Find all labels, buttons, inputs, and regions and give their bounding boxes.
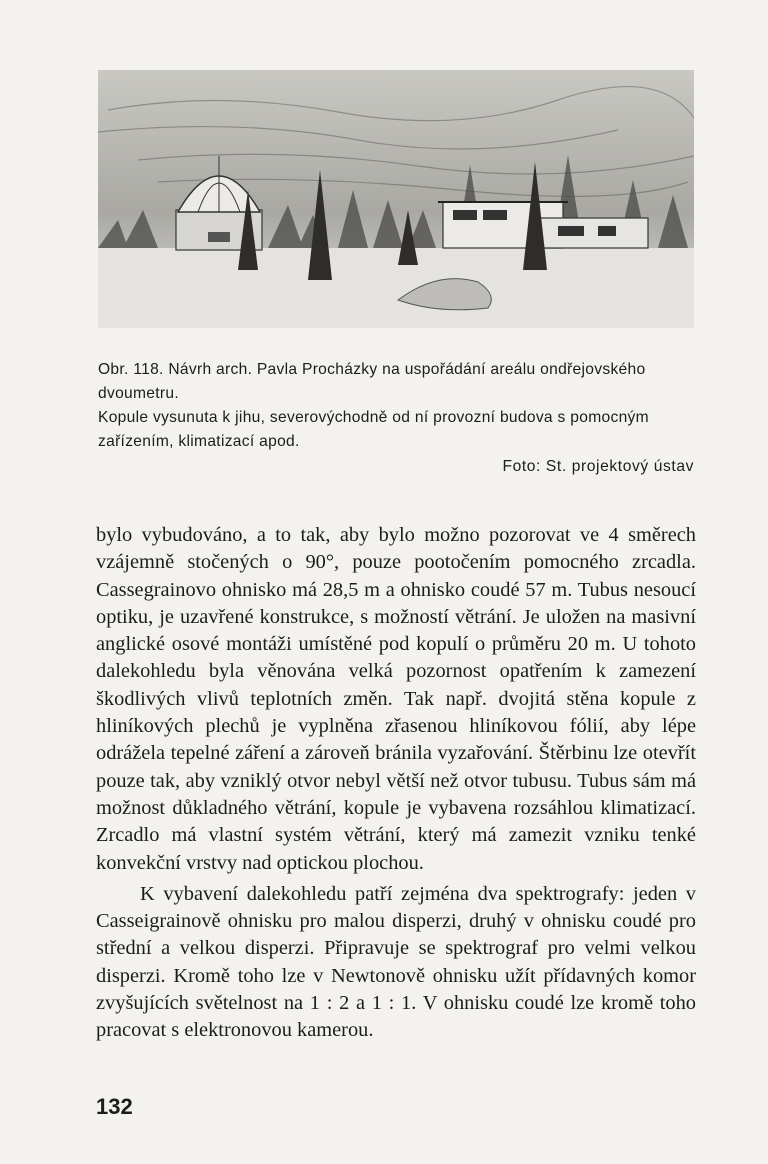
figure-caption [98,358,694,479]
observatory-sketch-icon [98,70,694,328]
caption-description: Kopule vysunuta k jihu, severovýchodně od ní provozní budova s pomocným zařízením, klimatizací apod. [98,409,649,450]
photo-credit: Foto: St. projektový ústav [502,458,694,475]
main-text [96,522,696,1045]
page-number: 132 [96,1094,133,1119]
observatory-illustration [98,70,694,328]
paragraph: K vybavení dalekohledu patří zejména dva spektrografy: jeden v Casseigrainově ohnisku pro malou disperzi, druhý v ohnisku coudé pro střední a velkou disperzi. Připravuje se spektrograf pro velmi velkou disperzi. Kromě toho lze v Newtonově ohnisku užít přídavných komor zvyšujících světelnost na 1 : 2 a 1 : 1. V ohnisku coudé lze kromě toho pracovat s elektronovou kamerou. [96,882,696,1042]
caption-title: Obr. 118. Návrh arch. Pavla Procházky na uspořádání areálu ondřejovského dvoumetru. [98,361,646,402]
paragraph: bylo vybudováno, a to tak, aby bylo možno pozorovat ve 4 směrech vzájemně stočených o 90°, pouze pootočením pomocného zrcadla. Cassegrainovo ohnisko má 28,5 m a ohnisko coudé 57 m. Tubus nesoucí optiku, je uzavřené konstrukce, s možností větrání. Je uložen na masivní anglické osové montáži umístěné pod kopulí o průměru 20 m. U tohoto dalekohledu byla věnována velká pozornost opatřením k zamezení škodlivých vlivů teplotních změn. Tak např. dvojitá stěna kopule z hliníkových plechů je vyplněna zřasenou hliníkovou fólií, aby lépe odrážela tepelné záření a zároveň bránila vyzařování. Štěrbinu lze otevřít pouze tak, aby vzniklý otvor nebyl větší než otvor tubusu. Tubus sám má možnost důkladného větrání, kopule je vybavena rozsáhlou klimatizací. Zrcadlo má vlastní systém větrání, který má zamezit vzniku tenké konvekční vrstvy nad optickou plochou. [96,524,696,874]
